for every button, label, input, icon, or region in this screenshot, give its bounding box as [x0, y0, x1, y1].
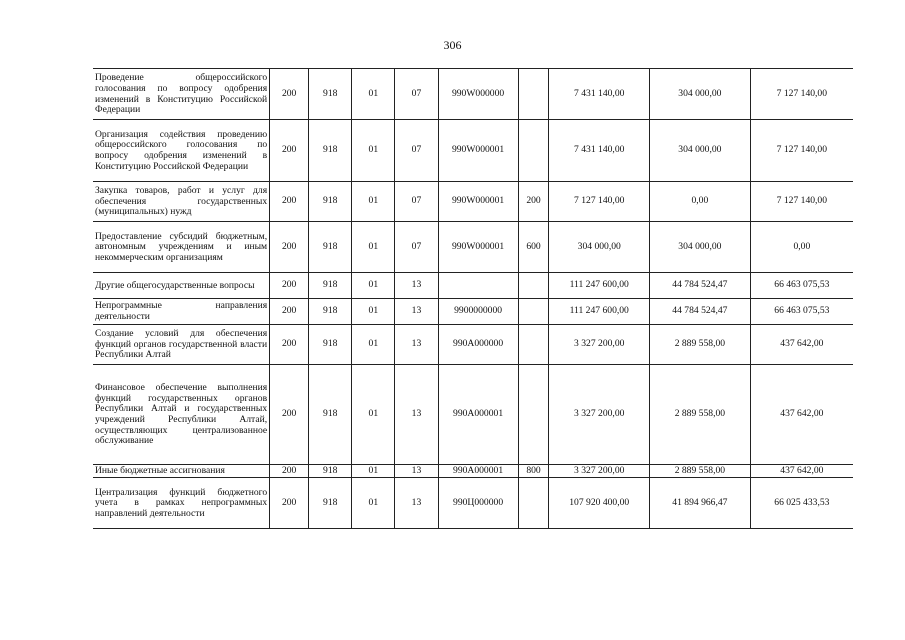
row-sum-3: 0,00: [750, 222, 853, 273]
row-subsection: 13: [395, 365, 438, 465]
row-sum-2: 2 889 558,00: [650, 465, 751, 478]
row-name: Организация содействия проведению общероссийского голосования по вопросу одобрения изменений в Конституцию Российской Федерации: [93, 120, 270, 182]
table-row: [93, 365, 853, 465]
row-sum-2: 0,00: [650, 182, 751, 222]
row-sum-2: 44 784 524,47: [650, 273, 751, 299]
row-name: Непрограммные направления деятельности: [93, 299, 270, 325]
table-row: [93, 478, 853, 529]
row-sum-3: 66 025 433,53: [750, 478, 853, 529]
row-sum-1: 111 247 600,00: [549, 299, 650, 325]
row-section: 01: [352, 478, 395, 529]
row-section: 01: [352, 325, 395, 365]
row-name: Закупка товаров, работ и услуг для обеспечения государственных (муниципальных) нужд: [93, 182, 270, 222]
row-sum-3: 66 463 075,53: [750, 273, 853, 299]
row-subsection: 13: [395, 478, 438, 529]
row-ministry: 918: [309, 222, 352, 273]
row-section: 01: [352, 222, 395, 273]
row-sum-1: 7 431 140,00: [549, 120, 650, 182]
row-target: [438, 273, 518, 299]
row-sum-3: 437 642,00: [750, 365, 853, 465]
row-ministry: 918: [309, 325, 352, 365]
row-sum-1: 304 000,00: [549, 222, 650, 273]
row-sum-1: 7 127 140,00: [549, 182, 650, 222]
row-target: 990W000001: [438, 120, 518, 182]
row-vr: [518, 273, 549, 299]
row-subsection: 13: [395, 299, 438, 325]
row-name: Иные бюджетные ассигнования: [93, 465, 270, 478]
table-row: [93, 465, 853, 478]
row-target: 990А000000: [438, 325, 518, 365]
row-name: Централизация функций бюджетного учета в рамках непрограммных направлений деятельности: [93, 478, 270, 529]
row-vr: [518, 365, 549, 465]
row-target: 990А000001: [438, 365, 518, 465]
table-row: [93, 222, 853, 273]
row-section: 01: [352, 273, 395, 299]
row-sum-2: 2 889 558,00: [650, 365, 751, 465]
row-sum-1: 3 327 200,00: [549, 365, 650, 465]
row-subsection: 07: [395, 182, 438, 222]
row-sum-3: 437 642,00: [750, 465, 853, 478]
row-name: Проведение общероссийского голосования по вопросу одобрения изменений в Конституцию Российской Федерации: [93, 69, 270, 120]
row-sum-2: 2 889 558,00: [650, 325, 751, 365]
row-section: 01: [352, 465, 395, 478]
row-subsection: 07: [395, 69, 438, 120]
row-sum-1: 107 920 400,00: [549, 478, 650, 529]
table-row: [93, 299, 853, 325]
row-target: 9900000000: [438, 299, 518, 325]
row-subsection: 13: [395, 465, 438, 478]
row-vr: [518, 478, 549, 529]
row-grbs: 200: [270, 365, 309, 465]
row-subsection: 13: [395, 325, 438, 365]
row-sum-3: 66 463 075,53: [750, 299, 853, 325]
row-vr: 800: [518, 465, 549, 478]
row-section: 01: [352, 365, 395, 465]
row-grbs: 200: [270, 222, 309, 273]
row-grbs: 200: [270, 69, 309, 120]
row-ministry: 918: [309, 365, 352, 465]
row-sum-3: 437 642,00: [750, 325, 853, 365]
row-ministry: 918: [309, 273, 352, 299]
row-vr: [518, 325, 549, 365]
row-target: 990Ц000000: [438, 478, 518, 529]
row-sum-1: 3 327 200,00: [549, 465, 650, 478]
row-grbs: 200: [270, 325, 309, 365]
budget-table: [93, 68, 853, 529]
row-vr: [518, 299, 549, 325]
row-sum-1: 7 431 140,00: [549, 69, 650, 120]
row-sum-1: 111 247 600,00: [549, 273, 650, 299]
row-vr: [518, 69, 549, 120]
row-sum-2: 304 000,00: [650, 69, 751, 120]
row-grbs: 200: [270, 120, 309, 182]
row-name: Создание условий для обеспечения функций органов государственной власти Республики Алтай: [93, 325, 270, 365]
row-sum-1: 3 327 200,00: [549, 325, 650, 365]
row-sum-3: 7 127 140,00: [750, 182, 853, 222]
row-grbs: 200: [270, 299, 309, 325]
row-section: 01: [352, 120, 395, 182]
row-subsection: 07: [395, 222, 438, 273]
table-row: [93, 273, 853, 299]
row-target: 990W000001: [438, 222, 518, 273]
row-sum-2: 304 000,00: [650, 222, 751, 273]
row-name: Предоставление субсидий бюджетным, автономным учреждениям и иным некоммерческим организациям: [93, 222, 270, 273]
row-sum-3: 7 127 140,00: [750, 69, 853, 120]
table-row: [93, 69, 853, 120]
row-vr: [518, 120, 549, 182]
row-sum-3: 7 127 140,00: [750, 120, 853, 182]
row-vr: 600: [518, 222, 549, 273]
row-target: 990W000001: [438, 182, 518, 222]
row-ministry: 918: [309, 182, 352, 222]
row-grbs: 200: [270, 478, 309, 529]
row-sum-2: 304 000,00: [650, 120, 751, 182]
table-row: [93, 182, 853, 222]
row-section: 01: [352, 299, 395, 325]
row-grbs: 200: [270, 273, 309, 299]
row-subsection: 07: [395, 120, 438, 182]
row-sum-2: 41 894 966,47: [650, 478, 751, 529]
row-target: 990А000001: [438, 465, 518, 478]
row-vr: 200: [518, 182, 549, 222]
row-name: Финансовое обеспечение выполнения функций государственных органов Республики Алтай и государственных учреждений Республики Алтай, осуществляющих централизованное обслуживание: [93, 365, 270, 465]
row-ministry: 918: [309, 465, 352, 478]
row-grbs: 200: [270, 182, 309, 222]
table-row: [93, 325, 853, 365]
row-section: 01: [352, 69, 395, 120]
row-sum-2: 44 784 524,47: [650, 299, 751, 325]
row-target: 990W000000: [438, 69, 518, 120]
row-ministry: 918: [309, 120, 352, 182]
row-section: 01: [352, 182, 395, 222]
table-row: [93, 120, 853, 182]
row-name: Другие общегосударственные вопросы: [93, 273, 270, 299]
row-subsection: 13: [395, 273, 438, 299]
page-number: 306: [443, 38, 462, 52]
row-ministry: 918: [309, 478, 352, 529]
row-grbs: 200: [270, 465, 309, 478]
row-ministry: 918: [309, 299, 352, 325]
row-ministry: 918: [309, 69, 352, 120]
